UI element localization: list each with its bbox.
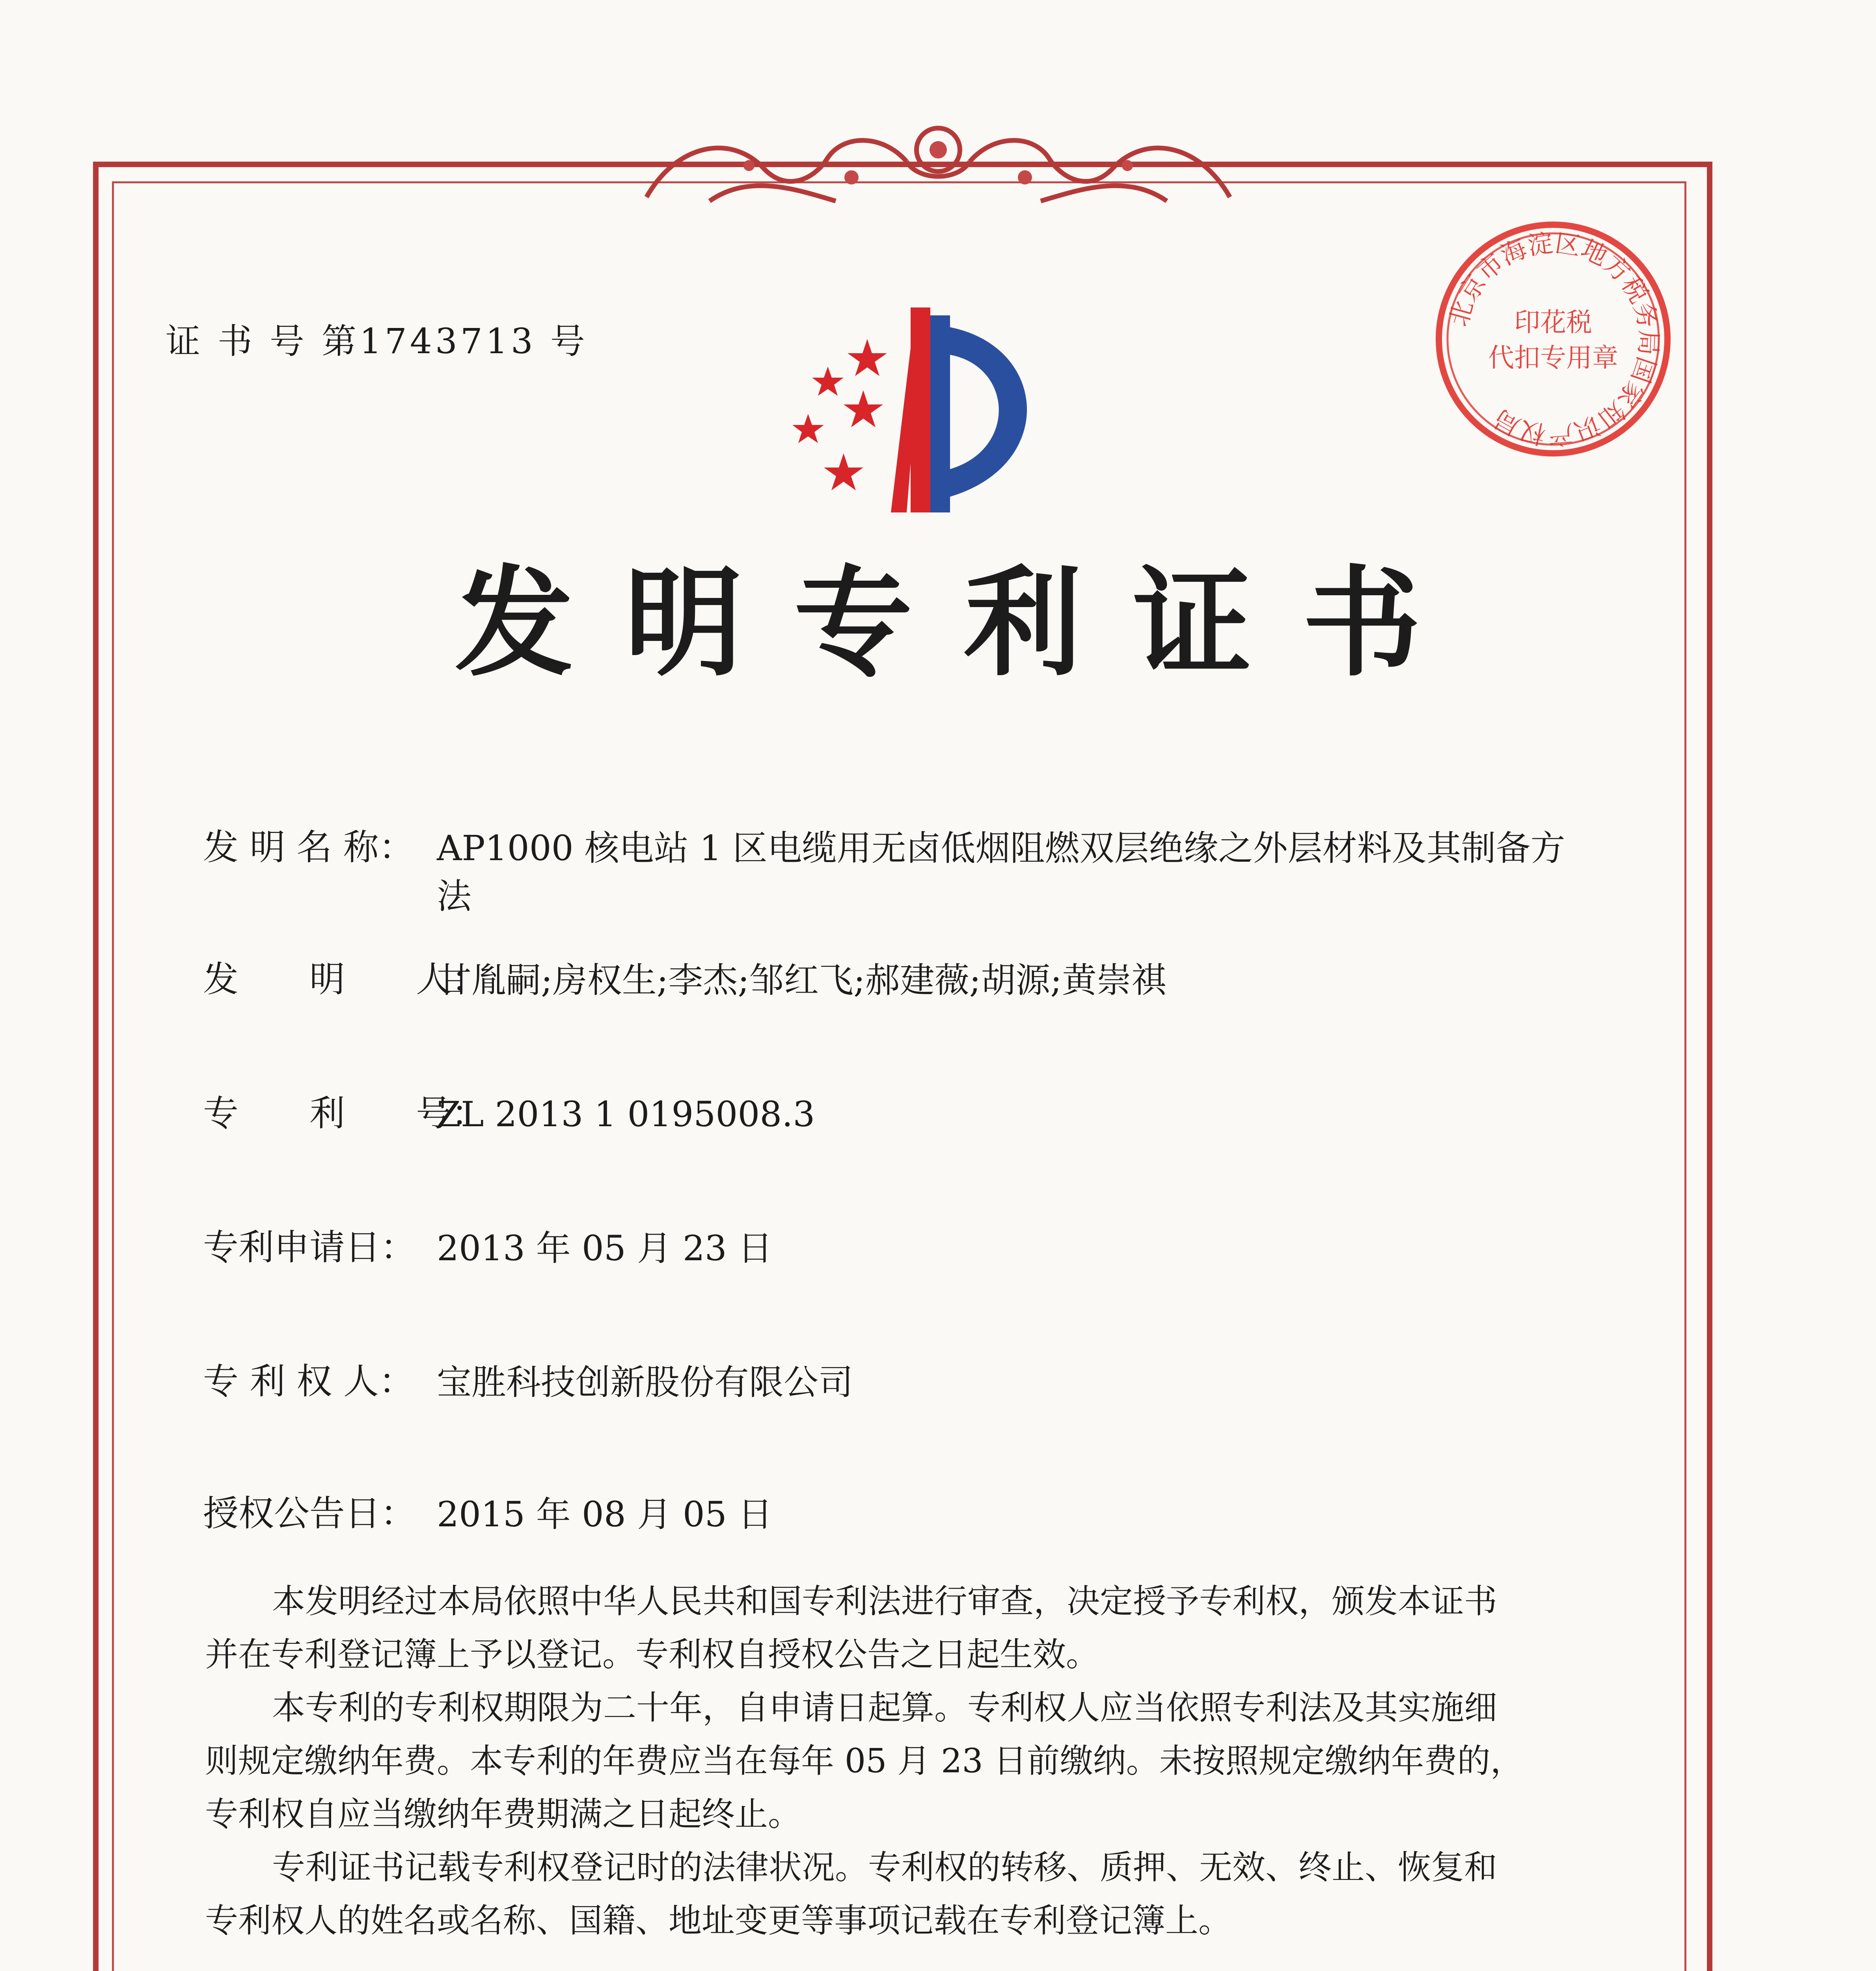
certificate-number: 1743713 bbox=[359, 321, 536, 361]
paragraph-2-line-3: 专利权自应当缴纳年费期满之日起终止。 bbox=[205, 1795, 801, 1833]
inventors-label: 发 明 人： bbox=[203, 959, 487, 1000]
grant-date-label: 授权公告日： bbox=[203, 1493, 416, 1534]
certificate-number-label: 证 书 号 第 bbox=[166, 321, 360, 361]
patentee-value: 宝胜科技创新股份有限公司 bbox=[437, 1362, 853, 1403]
patent-number-value: ZL 2013 1 0195008.3 bbox=[437, 1094, 815, 1135]
paragraph-3-line-1: 专利证书记载专利权登记时的法律状况。专利权的转移、质押、无效、终止、恢复和 bbox=[272, 1848, 1498, 1887]
paragraph-1-line-1: 本发明经过本局依照中华人民共和国专利法进行审查，决定授予专利权，颁发本证书 bbox=[272, 1582, 1498, 1621]
tax-seal-center-line1: 印花税 bbox=[1514, 307, 1592, 337]
paragraph-2-line-1: 本专利的专利权期限为二十年，自申请日起算。专利权人应当依照专利法及其实施细 bbox=[272, 1688, 1498, 1727]
tax-seal-ring-text: 北京市海淀区地方税务局国家知识产权局 bbox=[1444, 229, 1664, 449]
certificate-number-line bbox=[166, 321, 588, 361]
invention-name-line2: 法 bbox=[437, 876, 472, 917]
patent-office-logo-icon bbox=[765, 300, 1056, 520]
tax-seal-icon bbox=[1427, 213, 1679, 465]
inventors-value: 甘胤嗣;房权生;李杰;邹红飞;郝建薇;胡源;黄崇祺 bbox=[437, 960, 1166, 1000]
tax-seal-center-line2: 代扣专用章 bbox=[1488, 343, 1618, 373]
invention-name-line1: AP1000 核电站 1 区电缆用无卤低烟阻燃双层绝缘之外层材料及其制备方 bbox=[437, 828, 1565, 868]
paragraph-2-line-2: 则规定缴纳年费。本专利的年费应当在每年 05 月 23 日前缴纳。未按照规定缴纳年费的， bbox=[205, 1742, 1524, 1780]
certificate-title: 发明专利证书 bbox=[455, 553, 1472, 692]
certificate-number-suffix: 号 bbox=[550, 321, 588, 361]
filing-date-label: 专利申请日： bbox=[203, 1227, 416, 1268]
patent-number-label: 专 利 号： bbox=[203, 1093, 487, 1134]
patentee-label: 专 利 权 人： bbox=[203, 1361, 414, 1402]
paragraph-1-line-2: 并在专利登记簿上予以登记。专利权自授权公告之日起生效。 bbox=[205, 1635, 1099, 1674]
invention-name-label: 发 明 名 称： bbox=[203, 827, 414, 868]
paragraph-3-line-2: 专利权人的姓名或名称、国籍、地址变更等事项记载在专利登记簿上。 bbox=[205, 1901, 1232, 1940]
grant-date-value: 2015 年 08 月 05 日 bbox=[437, 1494, 773, 1535]
top-ornament-icon bbox=[631, 118, 1246, 217]
filing-date-value: 2013 年 05 月 23 日 bbox=[437, 1228, 773, 1269]
